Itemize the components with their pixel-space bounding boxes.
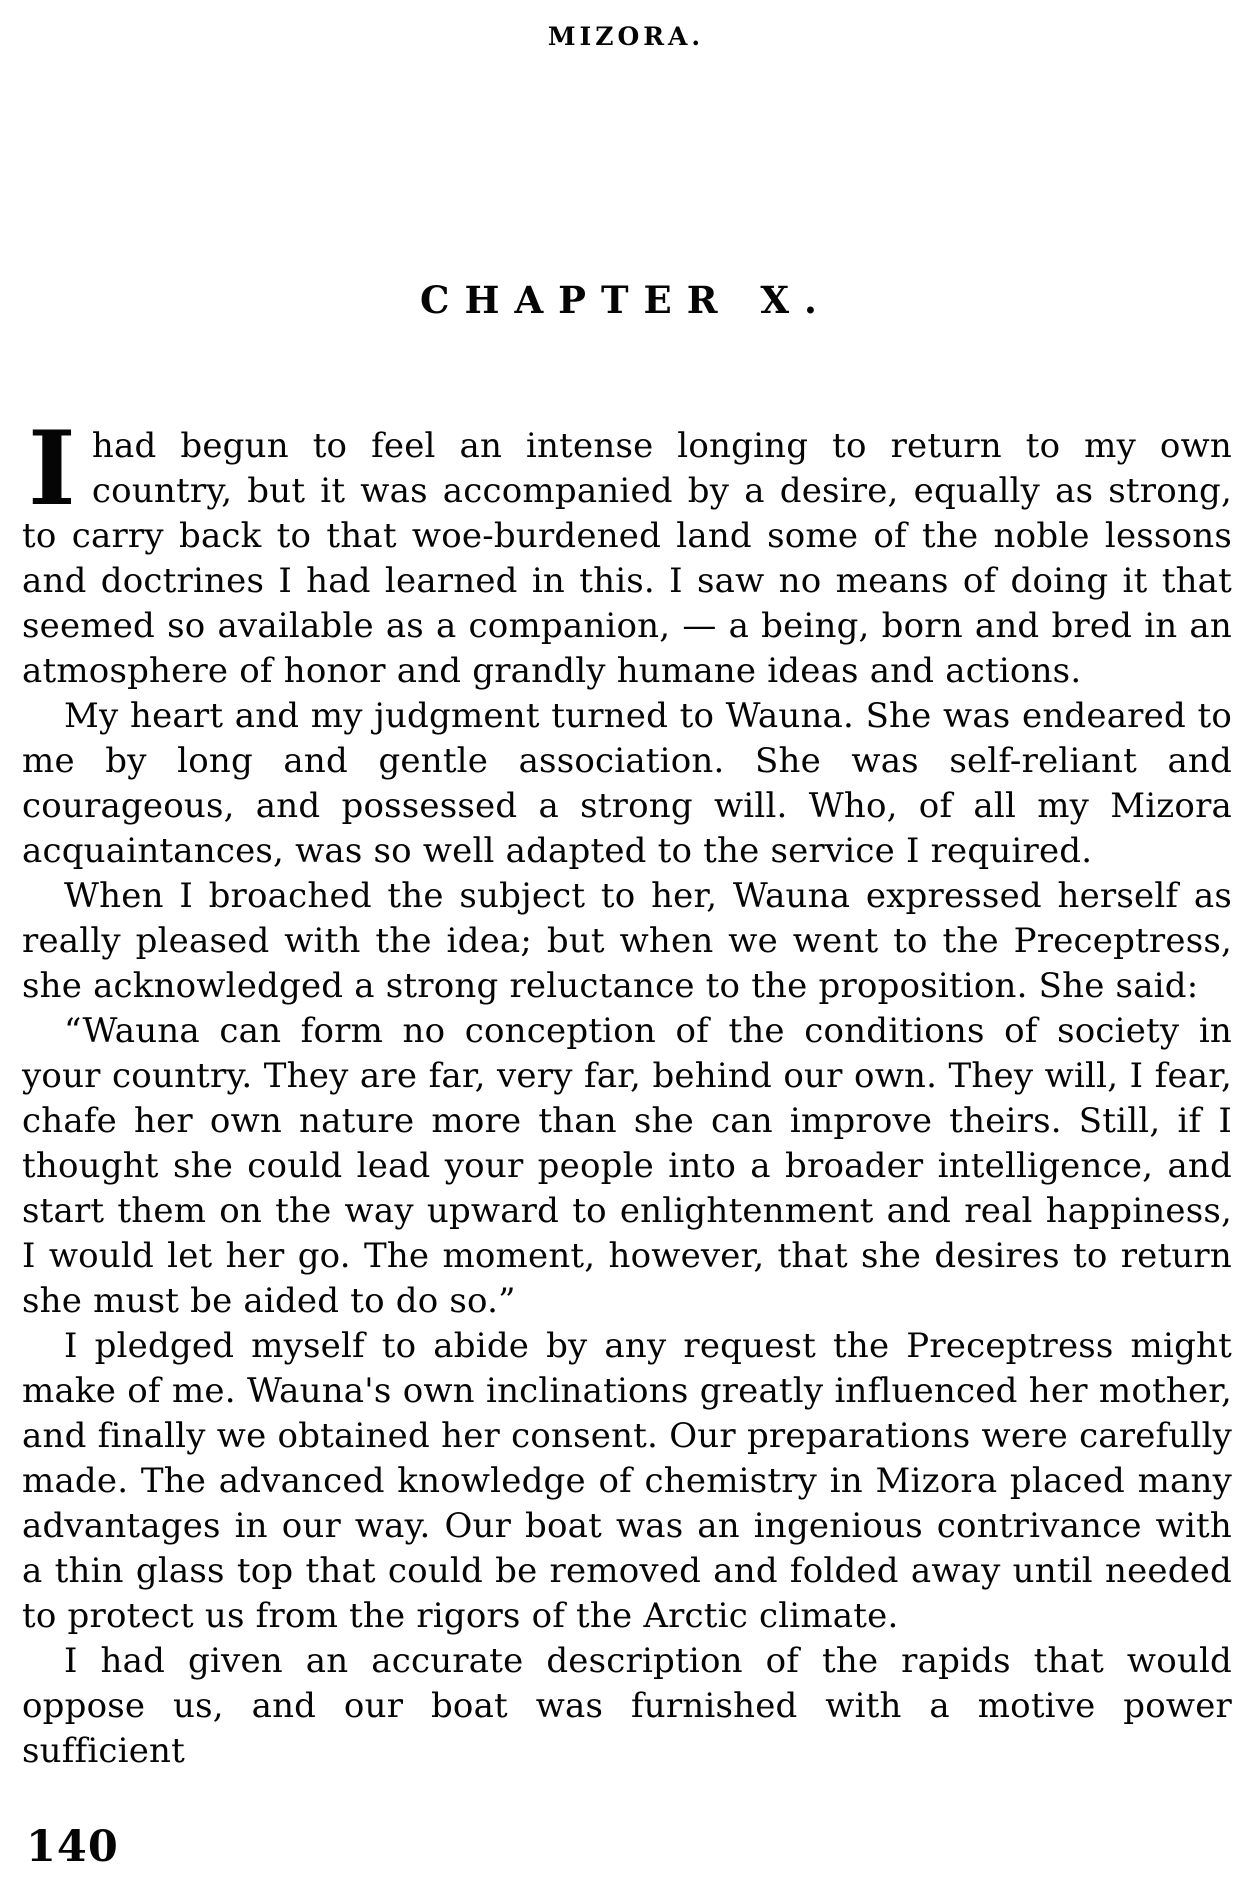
paragraph-1-text: had begun to feel an intense longing to return to my own country, but it was accompanied by a desire, equally as strong, to carry back to that woe-burdened land some of the noble lessons and doctrines I had learned in this. I saw no means of doing it that seemed so available as a companion, — a being, born and bred in an atmosphere of honor and grandly humane ideas and actions. — [22, 426, 1232, 691]
dropcap-letter: I — [28, 409, 76, 529]
paragraph-5: I pledged myself to abide by any request the Preceptress might make of me. Wauna's own inclinations greatly influenced her mother, and finally we obtained her consent. Our preparations were carefully made. The advanced knowledge of chemistry in Mizora placed many advantages in our way. Our boat was an ingenious contrivance with a thin glass top that could be removed and folded away until needed to protect us from the rigors of the Arctic climate. — [22, 1326, 1232, 1636]
paragraph-1 — [22, 409, 1232, 694]
running-head: MIZORA. — [547, 22, 705, 51]
paragraph-4: “Wauna can form no conception of the conditions of society in your country. They are far, very far, behind our own. They will, I fear, chafe her own nature more than she can improve theirs. Still, if I thought she could lead your people into a broader intelligence, and start them on the way upward to enlightenment and real happiness, I would let her go. The moment, however, that she desires to return she must be aided to do so.” — [22, 1011, 1232, 1321]
page-number: 140 — [26, 1822, 119, 1872]
paragraph-6: I had given an accurate description of the rapids that would oppose us, and our boat was furnished with a motive power sufficient — [22, 1641, 1232, 1771]
chapter-title: CHAPTER X. — [420, 278, 832, 322]
paragraph-2: My heart and my judgment turned to Wauna. She was endeared to me by long and gentle association. She was self-reliant and courageous, and possessed a strong will. Who, of all my Mizora acquaintances, was so well adapted to the service I required. — [22, 696, 1232, 871]
body-text — [22, 409, 1232, 1774]
paragraph-3: When I broached the subject to her, Wauna expressed herself as really pleased with the idea; but when we went to the Preceptress, she acknowledged a strong reluctance to the proposition. She said: — [22, 876, 1232, 1006]
